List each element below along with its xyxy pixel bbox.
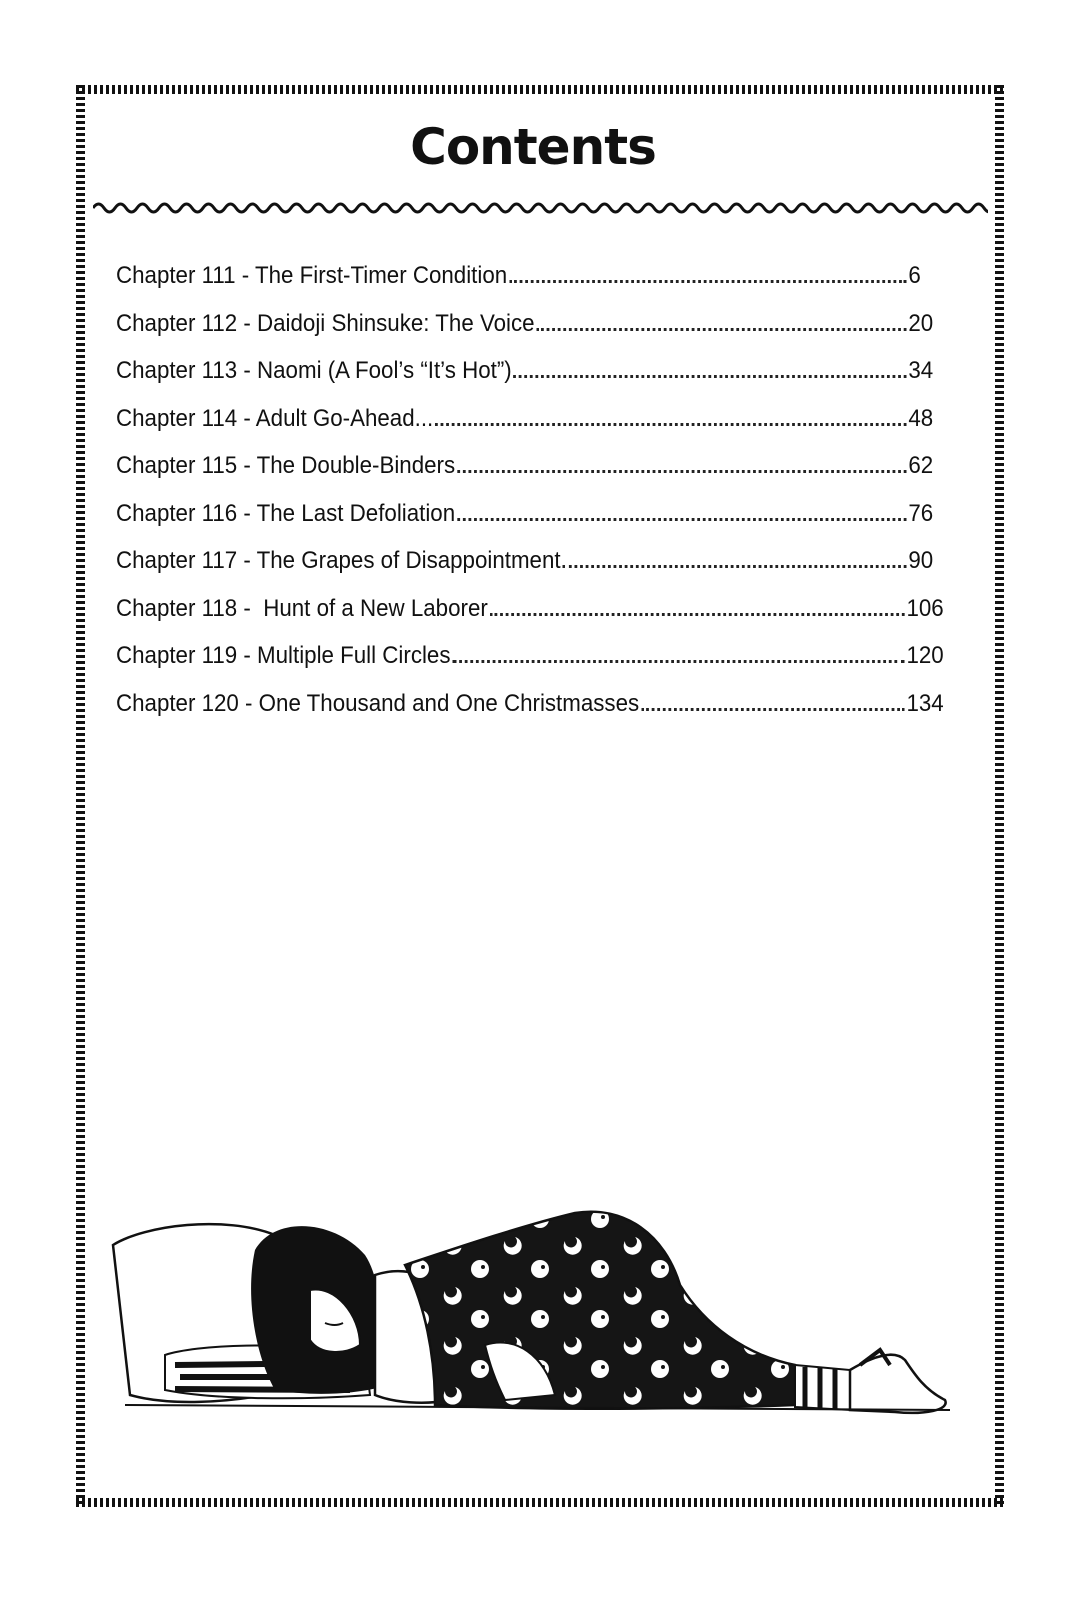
toc-entry[interactable] (116, 591, 944, 639)
page-title: Contents (410, 118, 656, 176)
toc-entry-title: Chapter 119 - Multiple Full Circles (116, 642, 451, 669)
toc-entry-page: 120 (906, 642, 944, 669)
table-of-contents (116, 258, 946, 733)
toc-entry-title: Chapter 115 - The Double-Binders (116, 452, 456, 479)
toc-entry-page: 134 (906, 689, 944, 717)
toc-entry-title: Chapter 112 - Daidoji Shinsuke: The Voice (116, 309, 535, 337)
toc-entry-page: 62 (908, 452, 934, 479)
frame-bottom-border (76, 1498, 1004, 1507)
frame-left-border (76, 85, 85, 1507)
toc-entry-page: 90 (908, 547, 934, 574)
toc-entry[interactable] (116, 306, 944, 354)
toc-leader-dots (536, 328, 906, 331)
toc-leader-dots (457, 518, 906, 521)
toc-entry[interactable] (116, 496, 944, 544)
toc-entry-page: 6 (908, 262, 921, 289)
wavy-divider (93, 198, 988, 218)
toc-leader-dots (509, 280, 906, 283)
toc-entry-title: Chapter 114 - Adult Go-Ahead... (116, 404, 434, 432)
toc-entry[interactable] (116, 258, 944, 306)
toc-entry[interactable] (116, 448, 944, 496)
toc-entry-page: 20 (908, 309, 934, 337)
frame-right-border (995, 85, 1004, 1507)
toc-entry-title: Chapter 116 - The Last Defoliation (116, 499, 456, 527)
toc-entry-title: Chapter 113 - Naomi (A Fool’s “It’s Hot”) (116, 357, 512, 384)
toc-leader-dots (452, 660, 904, 663)
reclining-girl-illustration (105, 1205, 955, 1420)
toc-entry-page: 34 (908, 357, 934, 384)
toc-entry-title: Chapter 118 - Hunt of a New Laborer (116, 594, 488, 622)
toc-leader-dots (435, 423, 906, 426)
toc-entry[interactable] (116, 686, 944, 734)
toc-entry[interactable] (116, 401, 944, 449)
toc-leader-dots (641, 708, 905, 711)
toc-entry-title: Chapter 111 - The First-Timer Condition (116, 262, 508, 289)
toc-leader-dots (490, 613, 905, 616)
toc-entry-page: 76 (908, 499, 934, 527)
toc-leader-dots (514, 375, 907, 378)
frame-top-border (76, 85, 1004, 94)
toc-entry[interactable] (116, 638, 944, 686)
toc-entry-page: 106 (906, 594, 944, 622)
toc-entry-title: Chapter 120 - One Thousand and One Christmasses (116, 689, 640, 717)
toc-leader-dots (457, 470, 907, 473)
toc-entry-page: 48 (908, 404, 934, 432)
toc-leader-dots (562, 565, 906, 568)
toc-entry-title: Chapter 117 - The Grapes of Disappointment (116, 547, 561, 574)
toc-entry[interactable] (116, 543, 944, 591)
toc-entry[interactable] (116, 353, 944, 401)
